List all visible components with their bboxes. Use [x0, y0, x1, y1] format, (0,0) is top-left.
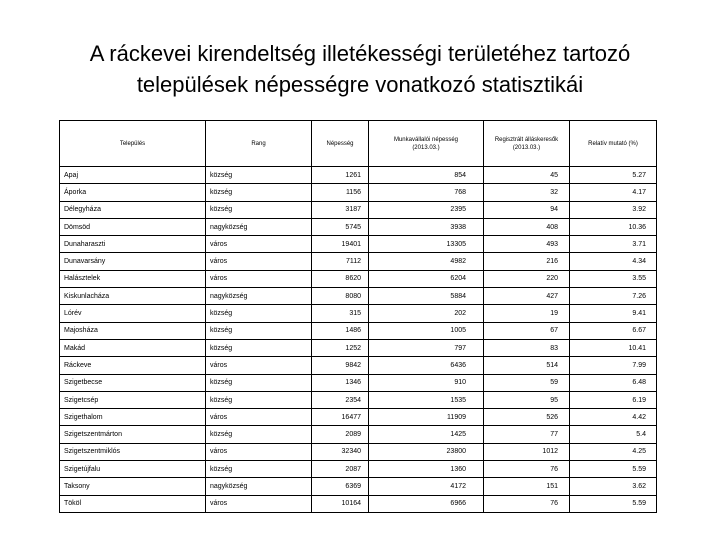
cell-active-population: 13305: [369, 236, 484, 253]
cell-registered-jobseekers: 526: [484, 409, 570, 426]
cell-population: 6369: [312, 478, 369, 495]
cell-registered-jobseekers: 59: [484, 374, 570, 391]
cell-active-population: 4982: [369, 253, 484, 270]
cell-relative-indicator: 4.34: [570, 253, 657, 270]
cell-rank: város: [206, 495, 312, 512]
table-row: [60, 357, 657, 374]
cell-rank: község: [206, 322, 312, 339]
cell-relative-indicator: 6.67: [570, 322, 657, 339]
table-row: [60, 218, 657, 235]
cell-registered-jobseekers: 1012: [484, 443, 570, 460]
cell-population: 2089: [312, 426, 369, 443]
cell-registered-jobseekers: 216: [484, 253, 570, 270]
cell-settlement: Szigetbecse: [60, 374, 206, 391]
cell-active-population: 11909: [369, 409, 484, 426]
page-title: [0, 38, 720, 100]
cell-settlement: Szigetszentmiklós: [60, 443, 206, 460]
cell-population: 1486: [312, 322, 369, 339]
cell-settlement: Szigetcsép: [60, 391, 206, 408]
cell-settlement: Taksony: [60, 478, 206, 495]
cell-population: 32340: [312, 443, 369, 460]
cell-rank: község: [206, 426, 312, 443]
table-row: [60, 305, 657, 322]
cell-registered-jobseekers: 514: [484, 357, 570, 374]
cell-active-population: 6436: [369, 357, 484, 374]
cell-registered-jobseekers: 493: [484, 236, 570, 253]
table-row: [60, 236, 657, 253]
cell-active-population: 1005: [369, 322, 484, 339]
title-line-1: A ráckevei kirendeltség illetékességi területéhez tartozó: [89, 41, 631, 66]
cell-rank: város: [206, 270, 312, 287]
cell-registered-jobseekers: 95: [484, 391, 570, 408]
cell-relative-indicator: 5.27: [570, 167, 657, 184]
cell-active-population: 6966: [369, 495, 484, 512]
cell-population: 19401: [312, 236, 369, 253]
cell-relative-indicator: 3.62: [570, 478, 657, 495]
cell-population: 315: [312, 305, 369, 322]
cell-active-population: 1535: [369, 391, 484, 408]
table-row: [60, 184, 657, 201]
cell-rank: község: [206, 461, 312, 478]
cell-rank: község: [206, 391, 312, 408]
header-active-population: [369, 121, 484, 167]
cell-population: 2354: [312, 391, 369, 408]
table-body: [60, 167, 657, 513]
cell-active-population: 854: [369, 167, 484, 184]
cell-relative-indicator: 4.17: [570, 184, 657, 201]
cell-population: 3187: [312, 201, 369, 218]
cell-relative-indicator: 9.41: [570, 305, 657, 322]
statistics-table: [59, 120, 657, 513]
cell-active-population: 23800: [369, 443, 484, 460]
cell-registered-jobseekers: 83: [484, 339, 570, 356]
cell-rank: község: [206, 184, 312, 201]
table-row: [60, 409, 657, 426]
header-active-line-2: (2013.03.): [412, 144, 440, 151]
cell-registered-jobseekers: 151: [484, 478, 570, 495]
cell-population: 1252: [312, 339, 369, 356]
table-row: [60, 253, 657, 270]
cell-population: 16477: [312, 409, 369, 426]
header-relative-indicator: Relatív mutató (%): [570, 121, 657, 167]
cell-relative-indicator: 4.42: [570, 409, 657, 426]
cell-relative-indicator: 5.4: [570, 426, 657, 443]
cell-active-population: 1360: [369, 461, 484, 478]
table-row: [60, 322, 657, 339]
cell-settlement: Makád: [60, 339, 206, 356]
table-row: [60, 478, 657, 495]
cell-settlement: Tököl: [60, 495, 206, 512]
cell-settlement: Szigethalom: [60, 409, 206, 426]
cell-relative-indicator: 10.36: [570, 218, 657, 235]
cell-settlement: Délegyháza: [60, 201, 206, 218]
table-header-row: [60, 121, 657, 167]
cell-settlement: Ráckeve: [60, 357, 206, 374]
table-row: [60, 443, 657, 460]
cell-registered-jobseekers: 67: [484, 322, 570, 339]
cell-settlement: Kiskunlacháza: [60, 288, 206, 305]
table-row: [60, 270, 657, 287]
cell-rank: város: [206, 409, 312, 426]
cell-rank: nagyközség: [206, 218, 312, 235]
cell-active-population: 910: [369, 374, 484, 391]
cell-registered-jobseekers: 19: [484, 305, 570, 322]
title-line-2: települések népességre vonatkozó statisztikái: [136, 72, 584, 97]
cell-relative-indicator: 7.26: [570, 288, 657, 305]
cell-registered-jobseekers: 45: [484, 167, 570, 184]
cell-registered-jobseekers: 76: [484, 495, 570, 512]
cell-rank: város: [206, 443, 312, 460]
cell-active-population: 768: [369, 184, 484, 201]
header-active-line-1: Munkavállalói népesség: [393, 136, 459, 143]
cell-relative-indicator: 7.99: [570, 357, 657, 374]
cell-rank: nagyközség: [206, 288, 312, 305]
cell-settlement: Apaj: [60, 167, 206, 184]
table-row: [60, 374, 657, 391]
cell-active-population: 4172: [369, 478, 484, 495]
cell-active-population: 5884: [369, 288, 484, 305]
cell-population: 2087: [312, 461, 369, 478]
cell-settlement: Áporka: [60, 184, 206, 201]
table-row: [60, 201, 657, 218]
cell-rank: város: [206, 253, 312, 270]
cell-rank: város: [206, 357, 312, 374]
table-row: [60, 461, 657, 478]
cell-registered-jobseekers: 77: [484, 426, 570, 443]
header-registered-line-1: Regisztrált álláskeresők: [494, 136, 559, 143]
cell-relative-indicator: 5.59: [570, 495, 657, 512]
cell-relative-indicator: 3.92: [570, 201, 657, 218]
cell-settlement: Szigetújfalu: [60, 461, 206, 478]
cell-settlement: Halásztelek: [60, 270, 206, 287]
cell-rank: község: [206, 339, 312, 356]
cell-population: 8620: [312, 270, 369, 287]
cell-rank: község: [206, 167, 312, 184]
header-registered-line-2: (2013.03.): [512, 144, 541, 151]
cell-rank: nagyközség: [206, 478, 312, 495]
cell-registered-jobseekers: 427: [484, 288, 570, 305]
cell-population: 1346: [312, 374, 369, 391]
cell-registered-jobseekers: 408: [484, 218, 570, 235]
table-row: [60, 495, 657, 512]
table-row: [60, 391, 657, 408]
cell-relative-indicator: 4.25: [570, 443, 657, 460]
cell-rank: község: [206, 374, 312, 391]
cell-relative-indicator: 3.71: [570, 236, 657, 253]
header-rank: Rang: [206, 121, 312, 167]
cell-settlement: Dunaharaszti: [60, 236, 206, 253]
header-settlement: Település: [60, 121, 206, 167]
table-row: [60, 339, 657, 356]
table-row: [60, 288, 657, 305]
table-row: [60, 167, 657, 184]
cell-active-population: 3938: [369, 218, 484, 235]
cell-relative-indicator: 6.48: [570, 374, 657, 391]
cell-registered-jobseekers: 32: [484, 184, 570, 201]
cell-population: 5745: [312, 218, 369, 235]
cell-registered-jobseekers: 220: [484, 270, 570, 287]
cell-active-population: 797: [369, 339, 484, 356]
cell-registered-jobseekers: 76: [484, 461, 570, 478]
cell-population: 8080: [312, 288, 369, 305]
cell-rank: község: [206, 305, 312, 322]
cell-active-population: 202: [369, 305, 484, 322]
cell-population: 10164: [312, 495, 369, 512]
cell-population: 9842: [312, 357, 369, 374]
cell-registered-jobseekers: 94: [484, 201, 570, 218]
cell-relative-indicator: 5.59: [570, 461, 657, 478]
cell-settlement: Majosháza: [60, 322, 206, 339]
cell-settlement: Lórév: [60, 305, 206, 322]
cell-population: 1156: [312, 184, 369, 201]
cell-relative-indicator: 10.41: [570, 339, 657, 356]
cell-settlement: Szigetszentmárton: [60, 426, 206, 443]
cell-relative-indicator: 3.55: [570, 270, 657, 287]
table-row: [60, 426, 657, 443]
header-registered-jobseekers: [484, 121, 570, 167]
cell-relative-indicator: 6.19: [570, 391, 657, 408]
cell-active-population: 2395: [369, 201, 484, 218]
cell-active-population: 1425: [369, 426, 484, 443]
cell-settlement: Dunavarsány: [60, 253, 206, 270]
header-population: Népesség: [312, 121, 369, 167]
cell-active-population: 6204: [369, 270, 484, 287]
cell-rank: község: [206, 201, 312, 218]
cell-population: 1261: [312, 167, 369, 184]
cell-settlement: Dömsöd: [60, 218, 206, 235]
cell-population: 7112: [312, 253, 369, 270]
cell-rank: város: [206, 236, 312, 253]
